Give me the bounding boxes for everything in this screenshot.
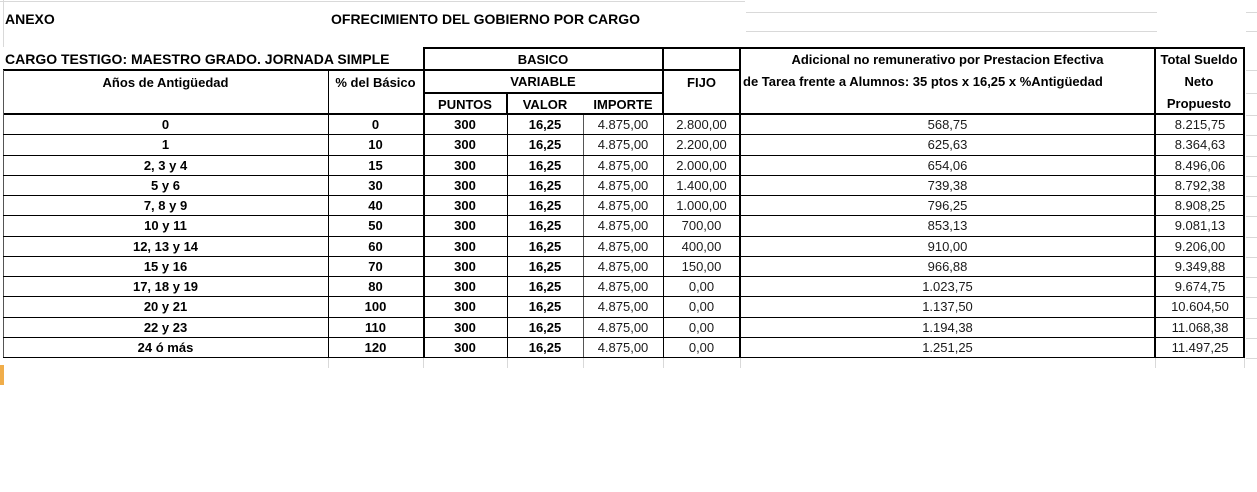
gridline [1246, 237, 1257, 238]
gridline [1246, 358, 1257, 359]
cell-importe[interactable]: 4.875,00 [597, 299, 649, 315]
cell-adicional[interactable]: 966,88 [927, 258, 968, 274]
cell-fijo[interactable]: 0,00 [688, 339, 715, 355]
table-row [3, 237, 1245, 257]
cell-adicional[interactable]: 1.023,75 [922, 279, 973, 295]
cell-valor[interactable]: 16,25 [528, 137, 562, 153]
cell-adicional[interactable]: 910,00 [927, 238, 968, 254]
gridline [1246, 277, 1257, 278]
gridline [663, 358, 664, 368]
cell-total[interactable]: 8.792,38 [1174, 177, 1226, 193]
header-valor[interactable]: VALOR [522, 96, 568, 112]
gridline [0, 1, 745, 2]
cell-adicional[interactable]: 1.194,38 [922, 319, 973, 335]
cell-fijo[interactable]: 0,00 [688, 319, 715, 335]
cell-fijo[interactable]: 0,00 [688, 279, 715, 295]
header-importe[interactable]: IMPORTE [593, 96, 653, 112]
gridline [1246, 12, 1257, 13]
cell-pct-basico[interactable]: 0 [371, 117, 380, 133]
gridline [423, 358, 424, 368]
gridline [1155, 358, 1156, 368]
table-row [3, 297, 1245, 317]
cell-pct-basico[interactable]: 10 [368, 137, 383, 153]
cell-total[interactable]: 10.604,50 [1171, 299, 1229, 315]
gridline [1246, 196, 1257, 197]
gridline [1246, 135, 1257, 136]
cell-adicional[interactable]: 739,38 [927, 177, 968, 193]
table-row [3, 216, 1245, 236]
gridline [1246, 31, 1257, 32]
header-total-line1[interactable]: Total Sueldo [1160, 52, 1238, 67]
cell-adicional[interactable]: 568,75 [927, 117, 968, 133]
cell-pct-basico[interactable]: 100 [364, 299, 387, 315]
header-basico[interactable]: BASICO [517, 52, 569, 67]
table-row [3, 156, 1245, 176]
cell-pct-basico[interactable]: 30 [368, 177, 383, 193]
cell-importe[interactable]: 4.875,00 [597, 339, 649, 355]
cell-valor[interactable]: 16,25 [528, 177, 562, 193]
cell-adicional[interactable]: 853,13 [927, 218, 968, 234]
cell-fijo[interactable]: 150,00 [681, 258, 722, 274]
cell-pct-basico[interactable]: 120 [364, 339, 387, 355]
cell-puntos[interactable]: 300 [454, 177, 476, 193]
header-puntos[interactable]: PUNTOS [438, 96, 492, 112]
page-title: OFRECIMIENTO DEL GOBIERNO POR CARGO [331, 11, 641, 27]
cell-adicional[interactable]: 1.137,50 [922, 299, 973, 315]
cell-anios[interactable]: 2, 3 y 4 [143, 157, 188, 173]
cell-pct-basico[interactable]: 40 [368, 198, 383, 214]
cell-puntos[interactable]: 300 [454, 198, 476, 214]
cell-puntos[interactable]: 300 [454, 137, 476, 153]
cell-adicional[interactable]: 625,63 [927, 137, 968, 153]
gridline [746, 12, 1157, 13]
cell-puntos[interactable]: 300 [454, 299, 476, 315]
cell-importe[interactable]: 4.875,00 [597, 238, 649, 254]
cell-anios[interactable]: 10 y 11 [144, 218, 187, 234]
cell-anios[interactable]: 1 [161, 137, 170, 153]
cell-valor[interactable]: 16,25 [528, 117, 562, 133]
table-row [3, 196, 1245, 216]
cell-anios[interactable]: 0 [161, 117, 170, 133]
gridline [1246, 156, 1257, 157]
cell-total[interactable]: 8.496,06 [1174, 157, 1226, 173]
cell-anios[interactable]: 5 y 6 [151, 177, 180, 193]
cell-total[interactable]: 8.364,63 [1174, 137, 1226, 153]
header-adicional-line2[interactable]: de Tarea frente a Alumnos: 35 ptos x 16,25 x %Antigüedad [743, 74, 1103, 89]
cell-valor[interactable]: 16,25 [528, 157, 562, 173]
gridline [1246, 115, 1257, 116]
cell-adicional[interactable]: 654,06 [927, 157, 968, 173]
cell-valor[interactable]: 16,25 [528, 238, 562, 254]
anexo-label: ANEXO [5, 11, 55, 27]
cell-importe[interactable]: 4.875,00 [597, 258, 649, 274]
cell-importe[interactable]: 4.875,00 [597, 117, 649, 133]
header-fijo[interactable]: FIJO [687, 75, 716, 90]
gridline [3, 0, 4, 47]
gridline [1246, 338, 1257, 339]
header-total-line3[interactable]: Propuesto [1166, 95, 1232, 111]
table-row [3, 115, 1245, 135]
gridline [740, 358, 741, 368]
table-row [3, 176, 1245, 196]
highlight-marker [0, 365, 4, 386]
cell-anios[interactable]: 7, 8 y 9 [143, 198, 188, 214]
cell-puntos[interactable]: 300 [454, 319, 476, 335]
cell-puntos[interactable]: 300 [454, 279, 476, 295]
gridline [1246, 297, 1257, 298]
cell-total[interactable]: 9.206,00 [1174, 238, 1226, 254]
gridline [1246, 93, 1257, 94]
cell-pct-basico[interactable]: 15 [368, 157, 383, 173]
cell-pct-basico[interactable]: 50 [368, 218, 383, 234]
cell-pct-basico[interactable]: 70 [368, 258, 383, 274]
cell-total[interactable]: 11.497,25 [1171, 339, 1229, 355]
cell-pct-basico[interactable]: 60 [368, 238, 383, 254]
cell-puntos[interactable]: 300 [454, 238, 476, 254]
table-row [3, 318, 1245, 338]
cell-valor[interactable]: 16,25 [528, 279, 562, 295]
cell-valor[interactable]: 16,25 [528, 258, 562, 274]
cell-anios[interactable]: 17, 18 y 19 [132, 279, 199, 295]
cell-adicional[interactable]: 796,25 [927, 198, 968, 214]
salary-table [3, 47, 1245, 358]
gridline [507, 358, 508, 368]
cell-total[interactable]: 8.215,75 [1174, 117, 1226, 133]
cell-importe[interactable]: 4.875,00 [597, 279, 649, 295]
cell-valor[interactable]: 16,25 [528, 218, 562, 234]
table-row [3, 277, 1245, 297]
cell-fijo[interactable]: 2.000,00 [676, 157, 727, 173]
cell-total[interactable]: 9.349,88 [1174, 258, 1226, 274]
cell-puntos[interactable]: 300 [454, 339, 476, 355]
cell-anios[interactable]: 24 ó más [137, 339, 194, 355]
cargo-testigo-label: CARGO TESTIGO: MAESTRO GRADO. JORNADA SIMPLE [5, 51, 390, 67]
cell-valor[interactable]: 16,25 [528, 339, 562, 355]
cell-anios[interactable]: 22 y 23 [143, 319, 188, 335]
table-row [3, 338, 1245, 358]
cell-fijo[interactable]: 2.800,00 [676, 117, 727, 133]
gridline [1246, 257, 1257, 258]
gridline [1246, 70, 1257, 71]
cell-fijo[interactable]: 2.200,00 [676, 137, 727, 153]
cell-valor[interactable]: 16,25 [528, 319, 562, 335]
gridline [328, 358, 329, 368]
cell-fijo[interactable]: 400,00 [681, 238, 722, 254]
cell-valor[interactable]: 16,25 [528, 198, 562, 214]
cell-importe[interactable]: 4.875,00 [597, 157, 649, 173]
header-total-line2[interactable]: Neto [1184, 74, 1214, 89]
cell-valor[interactable]: 16,25 [528, 299, 562, 315]
cell-importe[interactable]: 4.875,00 [597, 137, 649, 153]
gridline [1244, 358, 1245, 368]
cell-pct-basico[interactable]: 80 [368, 279, 383, 295]
cell-fijo[interactable]: 1.400,00 [676, 177, 727, 193]
cell-adicional[interactable]: 1.251,25 [922, 339, 973, 355]
gridline [1246, 318, 1257, 319]
cell-importe[interactable]: 4.875,00 [597, 319, 649, 335]
cell-puntos[interactable]: 300 [454, 258, 476, 274]
header-variable[interactable]: VARIABLE [510, 74, 576, 89]
cell-total[interactable]: 11.068,38 [1171, 319, 1229, 335]
gridline [1246, 176, 1257, 177]
gridline [746, 31, 1157, 32]
cell-puntos[interactable]: 300 [454, 218, 476, 234]
cell-fijo[interactable]: 700,00 [681, 218, 722, 234]
cell-fijo[interactable]: 1.000,00 [676, 198, 727, 214]
cell-anios[interactable]: 15 y 16 [143, 258, 188, 274]
table-row [3, 135, 1245, 155]
header-anios[interactable]: Años de Antigüedad [102, 75, 229, 90]
cell-anios[interactable]: 20 y 21 [143, 299, 188, 315]
cell-anios[interactable]: 12, 13 y 14 [132, 238, 199, 254]
cell-fijo[interactable]: 0,00 [688, 299, 715, 315]
cell-importe[interactable]: 4.875,00 [597, 218, 649, 234]
cell-total[interactable]: 9.674,75 [1174, 279, 1226, 295]
cell-total[interactable]: 8.908,25 [1174, 198, 1226, 214]
header-adicional-line1[interactable]: Adicional no remunerativo por Prestacion Efectiva [791, 52, 1104, 67]
gridline [1246, 216, 1257, 217]
cell-puntos[interactable]: 300 [454, 117, 476, 133]
gridline [583, 358, 584, 368]
cell-total[interactable]: 9.081,13 [1174, 218, 1226, 234]
cell-importe[interactable]: 4.875,00 [597, 177, 649, 193]
cell-importe[interactable]: 4.875,00 [597, 198, 649, 214]
header-pct-basico[interactable]: % del Básico [335, 75, 416, 90]
table-row [3, 257, 1245, 277]
cell-puntos[interactable]: 300 [454, 157, 476, 173]
cell-pct-basico[interactable]: 110 [365, 319, 386, 335]
